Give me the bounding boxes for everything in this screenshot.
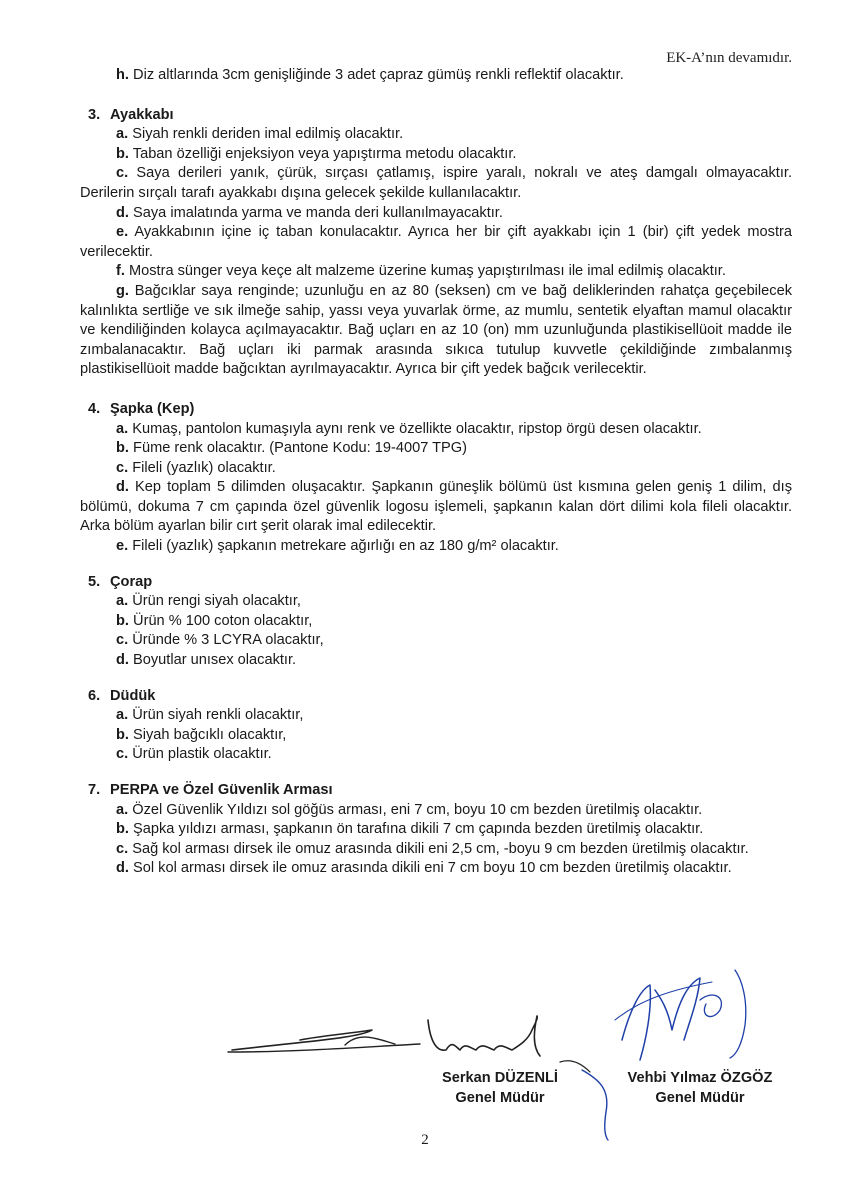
page-number: 2 [421,1132,429,1148]
signature-right-stroke [615,982,712,1020]
section-title: 6. Düdük [88,687,156,704]
list-item: b. Taban özelliği enjeksiyon veya yapıştırma metodu olacaktır. [116,145,517,162]
list-item: c. Saya derileri yanık, çürük, sırçası çatlamış, ispire yaralı, nokralı ve ateş damgalı olmayacaktır. Derilerin sırçalı tarafı ayakkabı dışına gelecek şekilde kullanılacaktır. [80,165,792,201]
list-item: b. Siyah bağcıklı olacaktır, [116,726,287,743]
signature-right-stroke [622,985,650,1060]
list-item: a. Ürün rengi siyah olacaktır, [116,593,301,610]
list-item: b. Füme renk olacaktır. (Pantone Kodu: 19-4007 TPG) [116,440,467,457]
list-item: d. Kep toplam 5 dilimden oluşacaktır. Şapkanın güneşlik bölümü üst kısmına gelen geniş 1 dilim, dış bölümü, dokuma 7 cm çapında özel güvenlik logosu işlemeli, şapkanın kalan dört dilimi kola fileli olacaktır. Arka bölüm ayarlan bilir cırt şerit olarak imal edilecektir. [80,479,792,535]
list-item: b. Şapka yıldızı arması, şapkanın ön tarafına dikili 7 cm çapında bezden üretilmiş olacaktır. [116,821,704,838]
signature-right-stroke [700,995,721,1017]
section-ayakkabi [80,106,792,380]
header-note: EK-A’nın devamıdır. [666,50,792,66]
signatory-title: Genel Müdür [655,1090,745,1106]
list-item: d. Boyutlar unısex olacaktır. [116,652,297,669]
item-text: Diz altlarında 3cm genişliğinde 3 adet çapraz gümüş renkli reflektif olacaktır. [128,67,624,83]
signatory-name: Vehbi Yılmaz ÖZGÖZ [627,1070,773,1086]
section-duduk [80,687,792,765]
signature-left-stroke [228,1044,420,1052]
list-item: d. Saya imalatında yarma ve manda deri kullanılmayacaktır. [116,204,503,221]
section-sapka [80,400,792,557]
signature-left-stroke [428,1016,540,1056]
list-item: c. Üründe % 3 LCYRA olacaktır, [116,632,324,649]
signature-right-stroke [730,970,746,1058]
section-title: 3. Ayakkabı [88,106,174,123]
list-item [80,66,792,86]
list-item: g. Bağcıklar saya renginde; uzunluğu en az 80 (seksen) cm ve bağ deliklerinden rahatça geçebilecek kalınlıkta sertliğe ve sık ilmeğe sahip, yassı veya yuvarlak örme, az mumlu, sentetik elyaftan mamul olacaktır ve kendiliğinden kolayca açılmayacaktır. Bağ uçları en az 10 (on) mm uzunluğunda plastikisellüoit madde ile zımbalanacaktır. Bağ uçları iki parmak arasında sıkıca tutulup kuvvetle çekildiğinde zımbalanmış plastikisellüoit madde bağcıktan ayrılmayacaktır. Ayrıca bir çift yedek bağcık verilecektir. [80,282,792,378]
document-body [80,66,792,879]
signatory-name: Serkan DÜZENLİ [442,1070,558,1086]
list-item: f. Mostra sünger veya keçe alt malzeme üzerine kumaş yapıştırılması ile imal edilmiş olacaktır. [116,263,726,280]
section-corap [80,573,792,671]
section-title: 4. Şapka (Kep) [88,400,195,417]
signature-left-stroke [345,1037,395,1045]
section-title: 5. Çorap [88,573,153,590]
list-item: c. Fileli (yazlık) olacaktır. [116,459,276,476]
list-item: a. Siyah renkli deriden imal edilmiş olacaktır. [116,126,404,143]
list-item: a. Ürün siyah renkli olacaktır, [116,707,304,724]
list-item: c. Sağ kol arması dirsek ile omuz arasında dikili eni 2,5 cm, -boyu 9 cm bezden üretilmiş olacaktır. [116,840,749,857]
section-title: 7. PERPA ve Özel Güvenlik Arması [88,782,333,798]
signatory-right [600,1068,800,1108]
signature-left-stroke [232,1030,372,1050]
list-item: c. Ürün plastik olacaktır. [116,746,272,763]
signatory-left [420,1068,580,1108]
list-item: d. Sol kol arması dirsek ile omuz arasında dikili eni 7 cm boyu 10 cm bezden üretilmiş olacaktır. [116,860,732,877]
section-perpa-armasi [80,781,792,879]
list-item: a. Kumaş, pantolon kumaşıyla aynı renk ve özellikte olacaktır, ripstop örgü desen olacaktır. [116,420,702,437]
item-letter: h. [116,67,129,83]
signatory-title: Genel Müdür [455,1090,545,1106]
list-item: a. Özel Güvenlik Yıldızı sol göğüs arması, eni 7 cm, boyu 10 cm bezden üretilmiş olacaktır. [116,801,703,818]
list-item: e. Fileli (yazlık) şapkanın metrekare ağırlığı en az 180 g/m² olacaktır. [116,538,559,555]
list-item: b. Ürün % 100 coton olacaktır, [116,612,313,629]
signature-right-stroke [655,978,700,1040]
list-item: e. Ayakkabının içine iç taban konulacaktır. Ayrıca her bir çift ayakkabı için 1 (bir) çift yedek mostra verilecektir. [80,224,792,260]
